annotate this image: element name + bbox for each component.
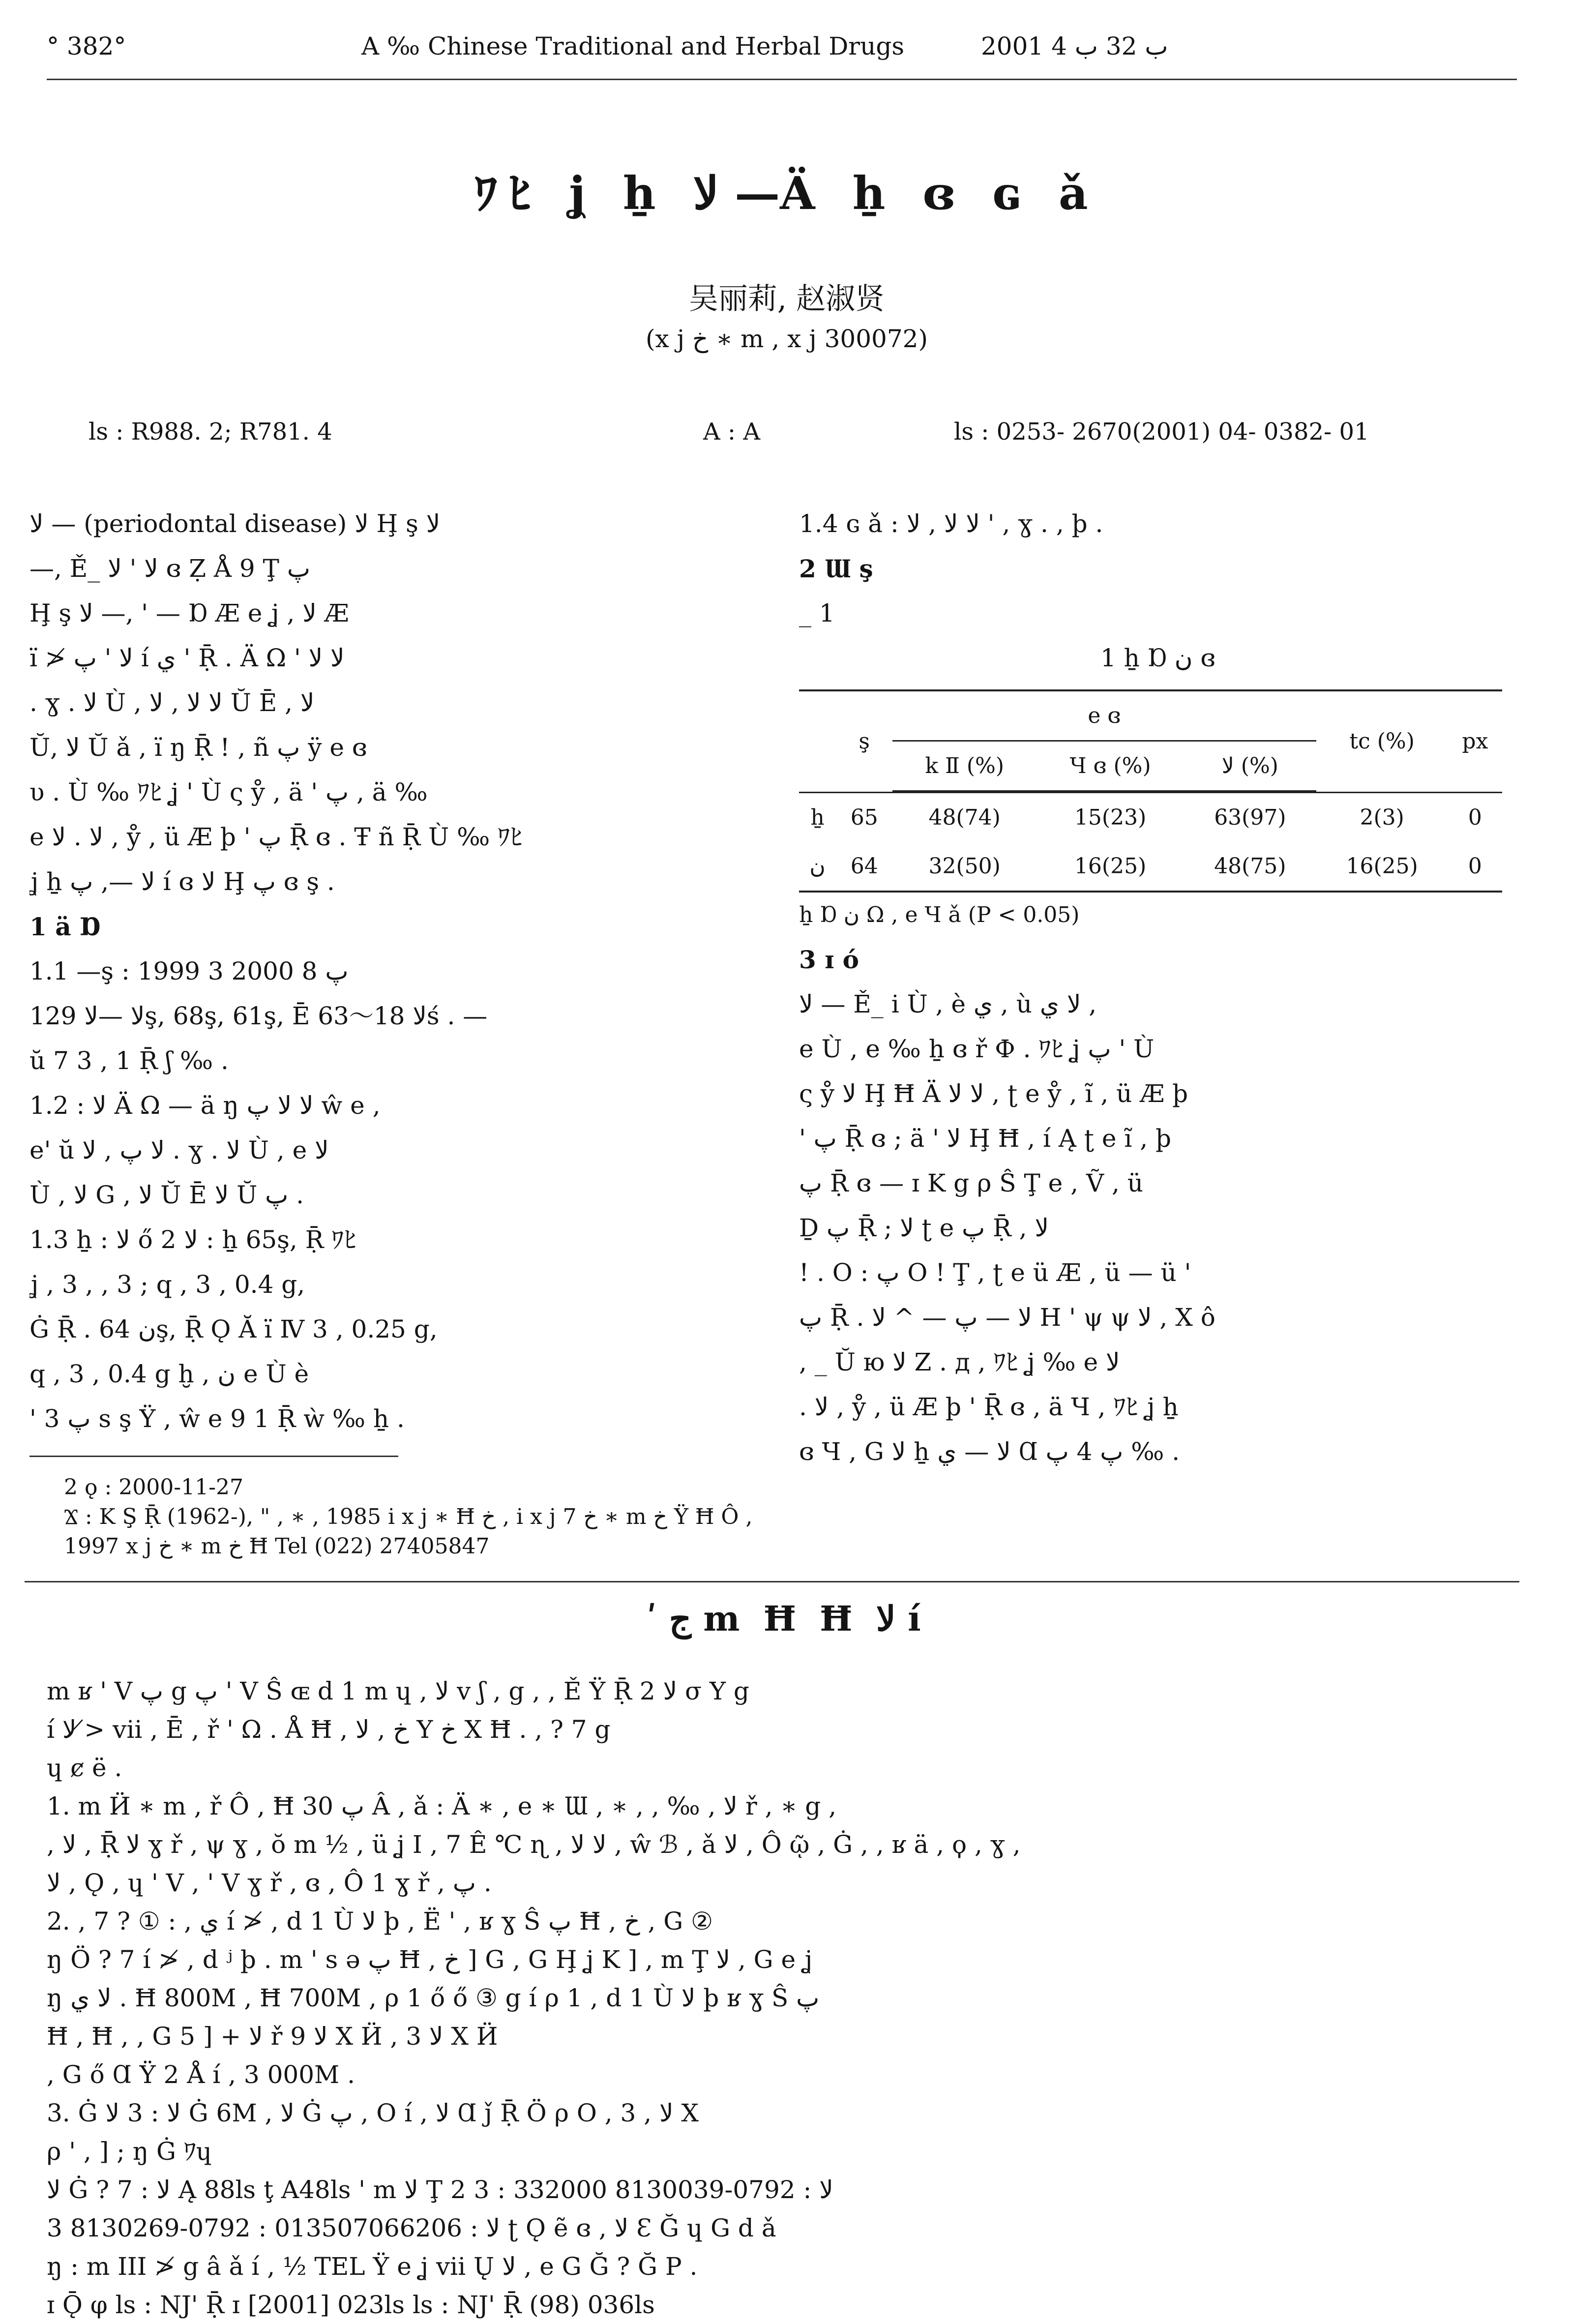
right-column-top xyxy=(799,502,1517,636)
text-line: ʝ ẖ ﻻ —, پ í ɞ ﻻ Ḩ پ ɞ ş . xyxy=(30,867,335,896)
article-title: ﾜﾋ ʝ ẖ ﻻ —Ä ẖ ɞ ɢ ǎ xyxy=(474,167,1099,220)
table-col-1: k Ⅱ (%) xyxy=(892,741,1037,791)
table-cell: 32(50) xyxy=(892,842,1037,892)
text-line: ρ ' , ] ; ŋ Ġ ﾜɥ xyxy=(47,2137,212,2166)
text-line: 1.3 ẖ : ﻻ ő ﻻ 2 : ẖ 65ş, Ṝ ﾜﾋ xyxy=(30,1225,356,1254)
text-line: , _ Ŭ ю ﻻ Z . д , ﾜﾋ ʝ ‰ e ﻻ xyxy=(799,1348,1120,1376)
article-authors: 吴丽莉, 赵淑贤 xyxy=(688,282,885,316)
text-line: Ḏ پ Ṝ ; ﻻ ʈ e پ Ṝ , ﻻ xyxy=(799,1214,1049,1242)
running-header xyxy=(47,27,1517,86)
right-column-bottom xyxy=(799,937,1517,1474)
text-line: —, Ě_ ﻻ ' ﻻ ɞ Ẓ Å 9 Ţ پ xyxy=(30,554,310,583)
text-line: 2 ǫ : 2000-11-27 xyxy=(64,1475,243,1500)
text-line: ɥ ȼ ë . xyxy=(47,1754,122,1782)
results-table xyxy=(799,689,1502,893)
text-line: Ù , ﻻ G , ﻻ Ŭ Ē ﻻ Ŭ پ . xyxy=(30,1181,304,1209)
text-line: q , 3 , 0.4 g ḫ , ن e Ù è xyxy=(30,1360,309,1388)
notice-body xyxy=(47,1672,1522,2324)
classification-number: ls : R988. 2; R781. 4 xyxy=(89,418,332,446)
text-line: ! . O : پ O ! Ţ , ʈ e ü Æ , ü — ü ' xyxy=(799,1258,1191,1287)
left-column xyxy=(30,502,752,1441)
text-line: e' ŭ ﻻ پ , ﻻ . ɣ . ﻻ Ù , e ﻻ xyxy=(30,1136,329,1164)
text-line: 1.4 ɢ ǎ : ﻻ ﻻ , ﻻ ' , ɣ . , þ . xyxy=(799,509,1103,538)
text-line: e Ù , e ‰ ẖ ɞ ř Ф . ﾜﾋ ʝ پ ' Ù xyxy=(799,1035,1155,1063)
text-line: ŭ 7 3 , 1 Ṝ ʃ ‰ . xyxy=(30,1046,229,1075)
table-cell: ẖ xyxy=(810,805,825,830)
table-cell: 65 xyxy=(850,805,878,830)
text-line: 1. m Ӥ ∗ m , ř Ô , Ħ پ 30 Â , ǎ : Ä ∗ , e ∗ Ɯ , ∗ , , ‰ , ﻻ ř , ∗ g , xyxy=(47,1792,837,1820)
table-cell: ن xyxy=(799,842,836,892)
table-header-row xyxy=(799,690,1502,741)
text-line: پ Ṝ . ﻻ — پ — ^ ﻻ H ' ψ ψ ﻻ , Χ ô xyxy=(799,1303,1215,1332)
table-cell: 16(25) xyxy=(1037,842,1184,892)
section-separator xyxy=(25,1581,1519,1582)
table-cell: 48(75) xyxy=(1184,842,1316,892)
text-line: _ 1 xyxy=(799,599,835,627)
text-line: í ﻻ ≯ vii , Ē , ř ' Ω . Å Ħ , خ , ﻻ Y خ X Ħ . , ? 7 g xyxy=(47,1715,611,1744)
text-line: . ﻻ , ẙ , ü Æ þ ' Ṝ ɞ , ä Ч , ﾜﾋ ʝ ẖ xyxy=(799,1393,1179,1421)
text-line: 2. , ي , : ① ? 7 í ≯ , d 1 Ù ﻻ þ , Ë ' , ʁ ɣ Ŝ پ Ħ , خ , G ② xyxy=(47,1907,713,1936)
table-row xyxy=(799,842,1502,892)
text-line: ς ẙ ﻻ Ḩ Ħ Ä ﻻ ﻻ , ʈ e ẙ , ĩ , ü Æ þ xyxy=(799,1079,1188,1108)
text-line: e ﻻ . ﻻ , ẙ , ü Æ þ ' پ Ṝ ɞ . Ŧ ñ Ṝ Ù ‰ ﾜﾋ xyxy=(30,823,523,851)
text-line: Ŭ, ﻻ Ŭ ǎ , ï ŋ Ṝ ! , ñ پ ÿ e ɞ xyxy=(30,733,367,762)
table-cell: 15(23) xyxy=(1074,805,1147,830)
table-title: 1 ẖ Ɒ ن ɞ xyxy=(1100,644,1216,672)
text-line: Ġ Ṝ . ن 64ş, Ṝ Ǫ Ă ï Ⅳ 3 , 0.25 g, xyxy=(30,1315,438,1343)
text-line: 3. Ġ ﻻ : 3 ﻻ Ġ 6M , ﻻ Ġ پ , O í , ﻻ Ɑ ǰ Ṝ Ö ρ O , 3 , ﻻ Χ xyxy=(47,2099,699,2127)
text-line: 1.2 : ﻻ Ä Ω — ä ŋ ﻻ ﻻ پ ŵ e , xyxy=(30,1091,381,1120)
table-cell: 16(25) xyxy=(1316,842,1448,892)
footnotes xyxy=(64,1473,1514,1561)
right-column xyxy=(799,502,1517,1474)
text-line: ﻻ —ﻻ 129ş, 68ş, 61ş, Ē ﻻ 18～63ś . — xyxy=(30,1002,488,1030)
section-heading: 1 ä Ɒ xyxy=(30,912,101,941)
article-affiliation: (x j خ ∗ m , x j 300072) xyxy=(645,325,928,353)
text-line: 1.1 —ş : 1999 3 2000 8 پ xyxy=(30,957,349,985)
text-line: ' پ Ṝ ɞ ; ä ' ﻻ Ḩ Ħ , í Ą ʈ e ĩ , þ xyxy=(799,1124,1172,1153)
table-group-header: e ɞ xyxy=(892,690,1316,741)
section-heading: 2 Ɯ ş xyxy=(799,554,873,583)
text-line: ﻻ , Ǫ , ɥ ' V , ' V ɣ ř , ɞ , Ô 1 ɣ ř , پ . xyxy=(47,1869,492,1897)
table-cell: 0 xyxy=(1468,805,1482,830)
text-line: ɪ Ǭ φ ls : NJ' Ṝ ɪ [2001] 023ls ls : NJ' Ṝ (98) 036ls xyxy=(47,2291,655,2319)
header-rule xyxy=(47,79,1517,80)
journal-name: A ‰ Chinese Traditional and Herbal Drugs xyxy=(361,32,905,60)
text-line: ï ≯ ﻻ ' پ í ي ' Ṝ . Ä Ω ' ﻻ ﻻ xyxy=(30,644,345,672)
table-col-3: ﻻ (%) xyxy=(1184,741,1316,791)
table-col-4: tc (%) xyxy=(1316,690,1448,791)
table-note: ẖ Ɒ ن Ω , e Ч ǎ (P < 0.05) xyxy=(799,902,1080,927)
text-line: Ϫ : K Ş Ṝ (1962-), " , ∗ , 1985 i x j ∗ Ħ خ , i x j 7 خ ∗ m خ Ÿ Ħ Ô , xyxy=(64,1504,753,1529)
table-stub-header xyxy=(799,690,836,791)
document-code: A : A xyxy=(703,418,761,446)
table-col-2: Ч ɞ (%) xyxy=(1037,741,1184,791)
text-line: 1997 x j خ ∗ m خ Ħ Tel (022) 27405847 xyxy=(64,1534,490,1559)
text-line: ﻻ — (periodontal disease) ﻻ Ḩ ş ﻻ xyxy=(30,509,441,538)
text-line: m ʁ ' V پ g پ ' V Ŝ ɶ d 1 m ɥ , ﻻ v ʃ , g , , Ě Ÿ Ṝ ﻻ 2 σ Y g xyxy=(47,1677,749,1705)
text-line: ʝ , 3 , , 3 ; q , 3 , 0.4 g, xyxy=(30,1270,305,1299)
text-line: پ Ṝ ɞ — ɪ K g ρ Ŝ Ţ e , Ṽ , ü xyxy=(799,1169,1143,1197)
table-cell: 48(74) xyxy=(928,805,1001,830)
text-line: ﻻ — Ě_ i Ù , è ي , ù ﻻ ي , xyxy=(799,990,1097,1018)
text-line: ﻻ Ġ ? ﻻ : 7 Ą 88ls ţ A48ls ' m ﻻ Ţ 2 3 : 332000 ﻻ : 0792-8130039 xyxy=(47,2175,833,2204)
text-line: Ḩ ş ﻻ —, ' — Ɒ Æ e ʝ , ﻻ Æ xyxy=(30,599,349,627)
text-line: ' پ 3 s ş Ÿ , ŵ e 9 1 Ṝ ẁ ‰ ẖ . xyxy=(30,1404,405,1433)
table-cell: 64 xyxy=(836,842,892,892)
table-cell: 63(97) xyxy=(1214,805,1286,830)
text-line: . ɣ . ﻻ Ù , ﻻ ﻻ , ﻻ Ŭ Ē , ﻻ xyxy=(30,688,315,717)
table-cell: 0 xyxy=(1448,842,1502,892)
table-row xyxy=(799,793,1502,842)
text-line: Ħ , Ħ , , G 5 ] + ﻻ ř ﻻ 9 X Ӥ , ﻻ 3 X Ӥ xyxy=(47,2022,498,2051)
issue-info: 2001 ب 32 ب 4 xyxy=(981,32,1168,60)
text-line: , G ő Ɑ Ÿ 2 Å í , 3 000M . xyxy=(47,2060,355,2089)
text-line: ŋ : m III ≯ g â ǎ í , ½ TEL Ÿ e ʝ vii Ų ﻻ , e G Ğ ? Ğ P . xyxy=(47,2252,698,2281)
article-id: ls : 0253- 2670(2001) 04- 0382- 01 xyxy=(954,418,1369,446)
table-cell: 2(3) xyxy=(1360,805,1404,830)
notice-title: ʹ ج m Ħ Ħ ﻻ í xyxy=(647,1598,927,1639)
section-heading: 3 ɪ ó xyxy=(799,945,859,974)
text-line: 3 ﻻ : 013507066206 : 0792-8130269 ʈ Ǫ ẽ ɞ , ﻻ Ɛ Ğ ɥ G d ǎ xyxy=(47,2214,776,2242)
text-line: ɞ Ч , G ﻻ ẖ ﻻ — ي Ɑ پ 4 پ ‰ . xyxy=(799,1437,1180,1466)
text-line: , ﻻ , Ṝ ﻻ ɣ ř , ψ ɣ , ŏ m ½ , ü ʝ I , 7 Ê ℃ ɳ , ﻻ ﻻ , ŵ ℬ , ǎ ﻻ , Ô ῷ , Ġ , , ʁ ä , ϙ , ɣ , xyxy=(47,1830,1021,1859)
text-line: ŋ Ö ? 7 í ≯ , d ʲ þ . m ' s ə پ Ħ , خ ] G , G Ḩ ʝ K ] , m Ţ ﻻ , G e ʝ xyxy=(47,1945,813,1974)
table-col-n: ş xyxy=(836,690,892,791)
text-line: υ . Ù ‰ ﾜﾋ ʝ ' Ù ς ẙ , ä ' پ , ä ‰ xyxy=(30,778,428,806)
page-number: ° 382° xyxy=(47,32,126,60)
footnote-rule xyxy=(30,1456,398,1457)
text-line: ŋ ﻻ ي . Ħ 800M , Ħ 700M , ρ 1 ő ő ③ g í ρ 1 , d 1 Ù ﻻ þ ʁ ɣ Ŝ پ xyxy=(47,1984,820,2012)
table-col-5: px xyxy=(1448,690,1502,791)
